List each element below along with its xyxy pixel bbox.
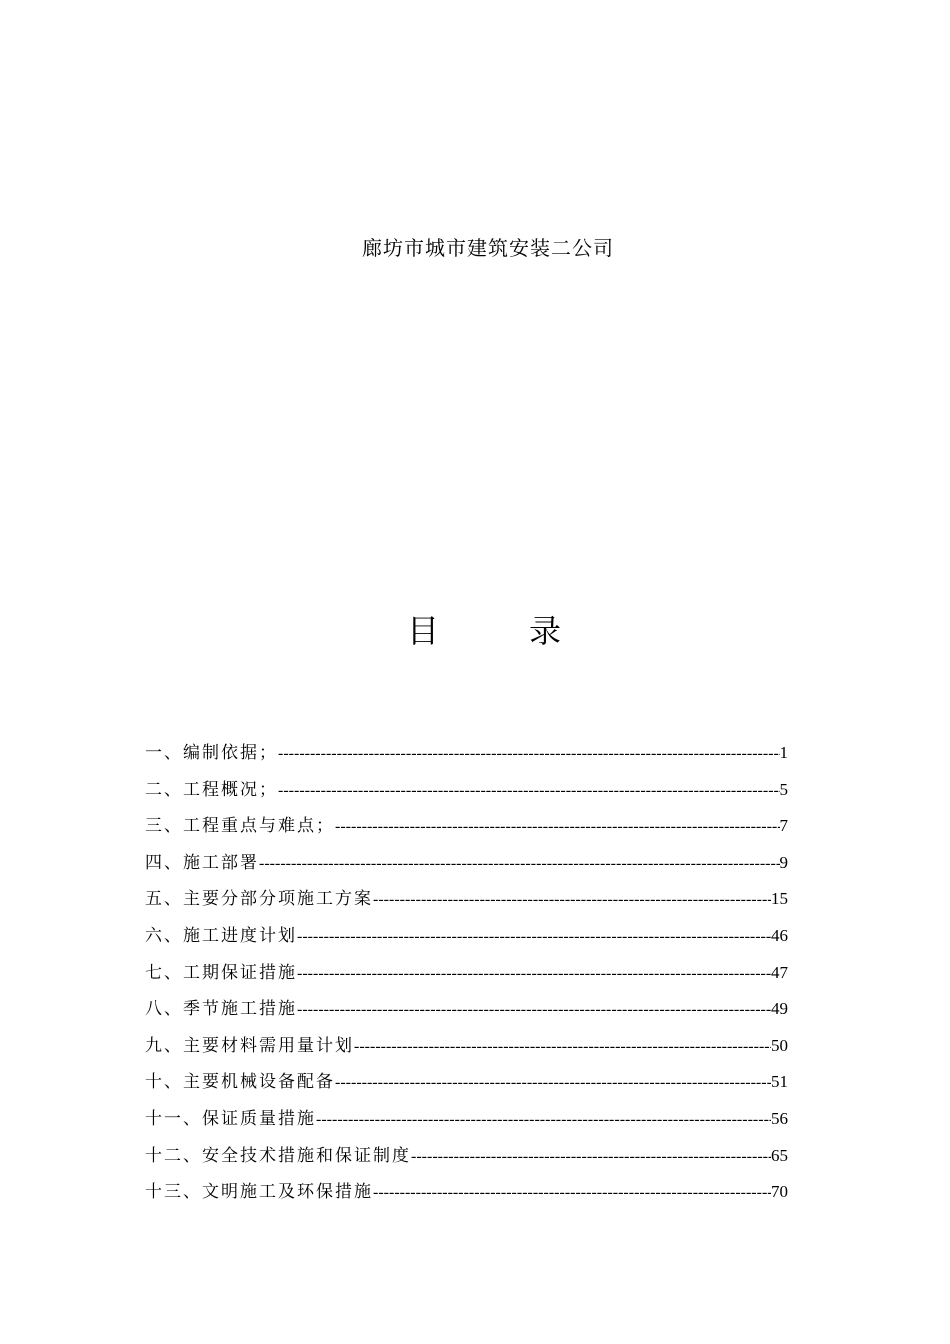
toc-entry[interactable] — [145, 808, 788, 845]
toc-entry-label: 七、工期保证措施 — [145, 962, 297, 983]
toc-heading-char-2: 录 — [529, 612, 562, 650]
toc-leader — [373, 1175, 771, 1211]
toc-entry[interactable] — [145, 1101, 788, 1138]
toc-entry-label: 八、季节施工措施 — [145, 999, 297, 1020]
toc-leader — [335, 809, 780, 845]
toc-entry-page: 70 — [771, 1182, 788, 1202]
toc-leader — [316, 1102, 771, 1138]
toc-entry-label: 十三、文明施工及环保措施 — [145, 1182, 373, 1203]
toc-leader — [297, 956, 771, 992]
toc-entry[interactable] — [145, 1028, 788, 1065]
toc-leader — [297, 992, 771, 1028]
toc-leader — [278, 773, 780, 809]
toc-entry-label: 一、编制依据； — [145, 743, 278, 763]
toc-entry-label: 三、工程重点与难点； — [145, 816, 335, 837]
toc-entry-page: 46 — [771, 925, 788, 945]
toc-entry-page: 47 — [771, 962, 788, 982]
toc-entry[interactable] — [145, 845, 788, 882]
toc-leader — [259, 846, 780, 882]
toc-entry-label: 十、主要机械设备配备 — [145, 1072, 335, 1093]
toc-entry-page: 50 — [771, 1035, 788, 1055]
toc-entry-label: 五、主要分部分项施工方案 — [145, 889, 373, 910]
toc-entry-page: 7 — [779, 816, 788, 836]
toc-leader — [297, 919, 771, 955]
toc-entry[interactable] — [145, 1138, 788, 1175]
toc-entry-page: 9 — [779, 852, 788, 872]
toc-entry-page: 49 — [771, 999, 788, 1019]
toc-heading — [0, 606, 950, 652]
toc-heading-char-1: 目 — [406, 612, 439, 650]
toc-entry-label: 四、施工部署 — [145, 852, 259, 873]
toc-entry-page: 5 — [779, 779, 788, 799]
toc-entry[interactable] — [145, 735, 788, 772]
toc-entry-label: 十一、保证质量措施 — [145, 1108, 316, 1129]
company-name: 廊坊市城市建筑安装二公司 — [362, 236, 614, 260]
toc-entry[interactable] — [145, 918, 788, 955]
toc-leader — [335, 1065, 771, 1101]
toc-entry[interactable] — [145, 991, 788, 1028]
toc-leader — [278, 736, 780, 772]
toc-entry[interactable] — [145, 1174, 788, 1211]
toc-entry[interactable] — [145, 772, 788, 809]
toc-entry-page: 51 — [771, 1072, 788, 1092]
toc-entry-page: 1 — [779, 743, 788, 762]
toc-entry-label: 十二、安全技术措施和保证制度 — [145, 1145, 411, 1166]
toc-entry-page: 56 — [771, 1108, 788, 1128]
toc-entry[interactable] — [145, 1064, 788, 1101]
toc-entry-label: 九、主要材料需用量计划 — [145, 1035, 354, 1056]
toc-leader — [411, 1139, 771, 1175]
toc-entry-page: 65 — [771, 1145, 788, 1165]
toc-entry-label: 六、施工进度计划 — [145, 925, 297, 946]
toc-entry-label: 二、工程概况； — [145, 779, 278, 800]
table-of-contents — [145, 735, 788, 1211]
toc-entry[interactable] — [145, 955, 788, 992]
toc-entry-page: 15 — [771, 889, 788, 909]
toc-entry[interactable] — [145, 881, 788, 918]
toc-leader — [354, 1029, 771, 1065]
toc-leader — [373, 882, 771, 918]
